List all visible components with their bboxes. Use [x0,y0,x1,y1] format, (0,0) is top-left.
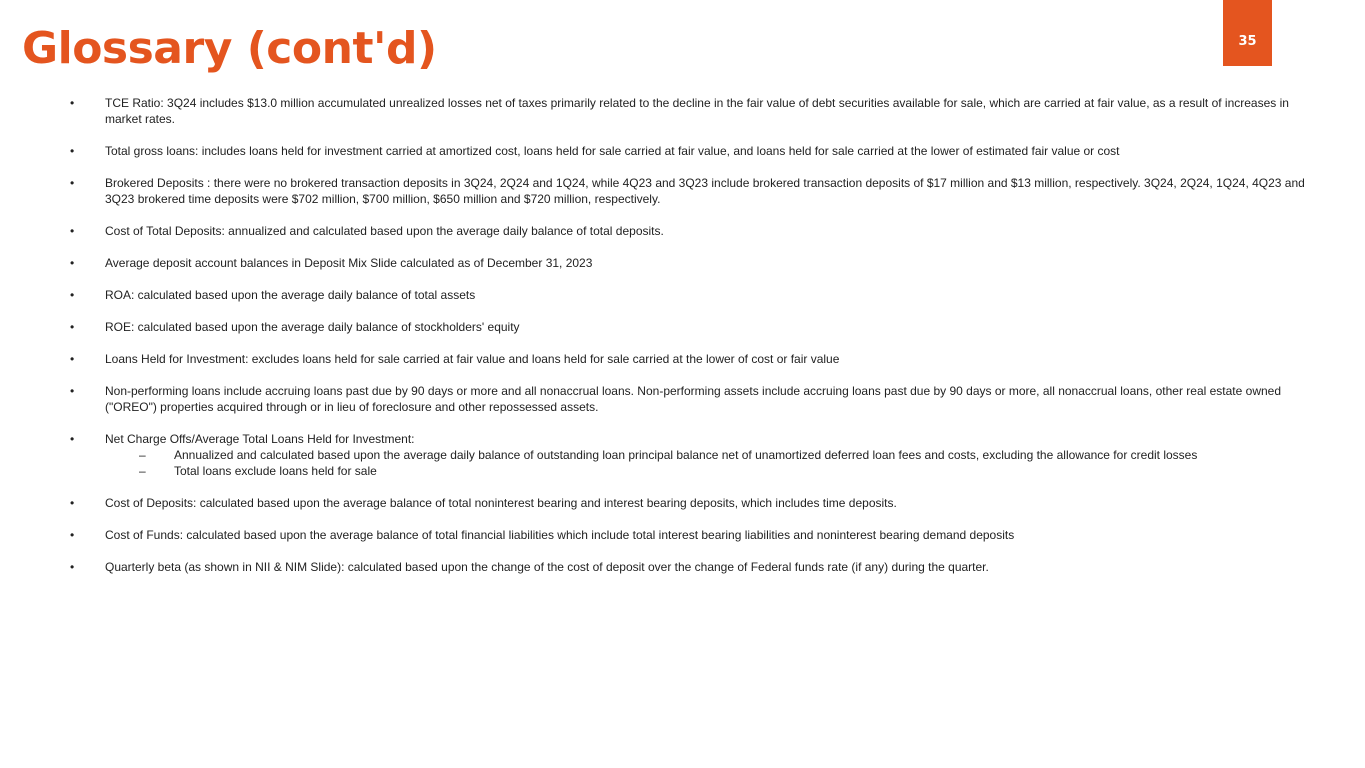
glossary-item [0,223,1365,239]
glossary-subitem [105,447,1315,463]
bullet-icon: • [70,352,75,366]
glossary-item-text: Cost of Deposits: calculated based upon the average balance of total noninterest bearing and interest bearing deposits, which includes time deposits. [105,496,897,510]
glossary-item [0,559,1365,575]
glossary-item [0,255,1365,271]
glossary-item-text: Total gross loans: includes loans held for investment carried at amortized cost, loans held for sale carried at fair value, and loans held for sale carried at the lower of estimated fair value or cost [105,144,1120,158]
bullet-icon: • [70,528,75,542]
glossary-item [0,175,1365,207]
glossary-sublist [105,447,1315,479]
glossary-item [0,527,1365,543]
bullet-icon: • [70,496,75,510]
page-title: Glossary (cont'd) [22,23,437,74]
bullet-icon: • [70,432,75,446]
glossary-item [0,95,1365,127]
glossary-item [0,319,1365,335]
bullet-icon: • [70,224,75,238]
bullet-icon: • [70,176,75,190]
glossary-subitem [105,463,1315,479]
bullet-icon: • [70,256,75,270]
glossary-item [0,287,1365,303]
dash-icon: – [139,448,146,462]
glossary-item-text: Net Charge Offs/Average Total Loans Held for Investment: [105,432,415,446]
glossary-item-text: Loans Held for Investment: excludes loans held for sale carried at fair value and loans held for sale carried at the lower of cost or fair value [105,352,840,366]
glossary-item-text: Quarterly beta (as shown in NII & NIM Slide): calculated based upon the change of the cost of deposit over the change of Federal funds rate (if any) during the quarter. [105,560,989,574]
glossary-item-text: Non-performing loans include accruing loans past due by 90 days or more and all nonaccrual loans. Non-performing assets include accruing loans past due by 90 days or more, all nonaccrual loans, other real estate owned ("OREO") properties acquired through or in lieu of foreclosure and other repossessed assets. [105,384,1281,414]
glossary-item [0,143,1365,159]
glossary-item-text: Brokered Deposits : there were no brokered transaction deposits in 3Q24, 2Q24 and 1Q24, while 4Q23 and 3Q23 include brokered transaction deposits of $17 million and $13 million, respectively. 3Q24, 2Q24, 1Q24, 4Q23 and 3Q23 brokered time deposits were $702 million, $700 million, $650 million and $720 million, respectively. [105,176,1305,206]
bullet-icon: • [70,384,75,398]
glossary-item [0,431,1365,479]
glossary-subitem-text: Annualized and calculated based upon the average daily balance of outstanding loan principal balance net of unamortized deferred loan fees and costs, excluding the allowance for credit losses [174,448,1198,462]
glossary-list [0,95,1365,591]
dash-icon: – [139,464,146,478]
page-number-badge: 35 [1223,0,1272,66]
glossary-item [0,383,1365,415]
glossary-item-text: ROE: calculated based upon the average daily balance of stockholders' equity [105,320,520,334]
glossary-item-text: Average deposit account balances in Deposit Mix Slide calculated as of December 31, 2023 [105,256,593,270]
glossary-subitem-text: Total loans exclude loans held for sale [174,464,377,478]
glossary-item [0,495,1365,511]
bullet-icon: • [70,320,75,334]
bullet-icon: • [70,288,75,302]
bullet-icon: • [70,96,75,110]
glossary-item-text: Cost of Total Deposits: annualized and calculated based upon the average daily balance of total deposits. [105,224,664,238]
glossary-item-text: ROA: calculated based upon the average daily balance of total assets [105,288,476,302]
bullet-icon: • [70,144,75,158]
glossary-item [0,351,1365,367]
glossary-item-text: TCE Ratio: 3Q24 includes $13.0 million accumulated unrealized losses net of taxes primarily related to the decline in the fair value of debt securities available for sale, which are carried at fair value, as a result of increases in market rates. [105,96,1289,126]
glossary-item-text: Cost of Funds: calculated based upon the average balance of total financial liabilities which include total interest bearing liabilities and noninterest bearing demand deposits [105,528,1015,542]
bullet-icon: • [70,560,75,574]
